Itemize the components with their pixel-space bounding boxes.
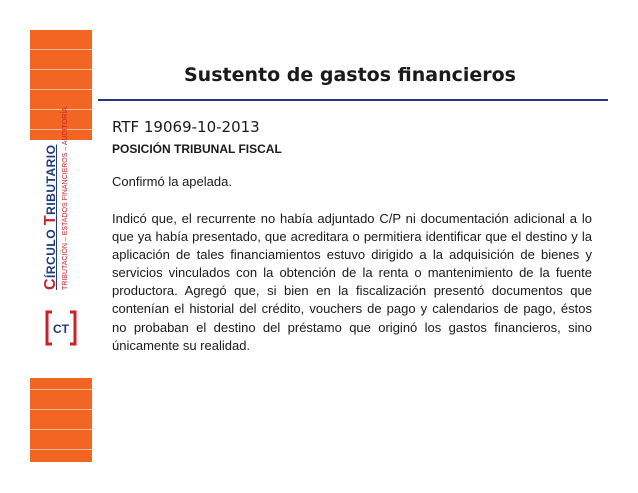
ct-emblem-icon [44, 308, 78, 348]
logo-name: CÍRCULO TRIBUTARIO [42, 144, 59, 290]
title-underline [98, 99, 608, 101]
paragraph-confirmation: Confirmó la apelada. [112, 174, 232, 189]
logo-tagline: TRIBUTACIÓN – ESTADOS FINANCIEROS – AUDITORÍA [62, 107, 69, 290]
svg-text:CT: CT [53, 322, 69, 336]
circulo-tributario-logo [42, 107, 70, 290]
section-heading: POSICIÓN TRIBUNAL FISCAL [112, 142, 282, 156]
case-reference: RTF 19069-10-2013 [112, 118, 260, 136]
slide-title: Sustento de gastos financieros [183, 64, 516, 86]
paragraph-reasoning: Indicó que, el recurrente no había adjuntado C/P ni documentación adicional a lo que ya había presentado, que acreditara o permitiera identificar que el destino y la aplicación de tales financiamientos estuvo dirigido a la adquisición de bienes y servicios vinculados con la obtención de la renta o mantenimiento de la fuente productora. Agregó que, si bien en la fiscalización presentó documentos que contenían el historial del crédito, vouchers de pago y calendarios de pago, éstos no probaban el destino del préstamo que originó los gastos financieros, sino únicamente su realidad. [112, 211, 592, 353]
